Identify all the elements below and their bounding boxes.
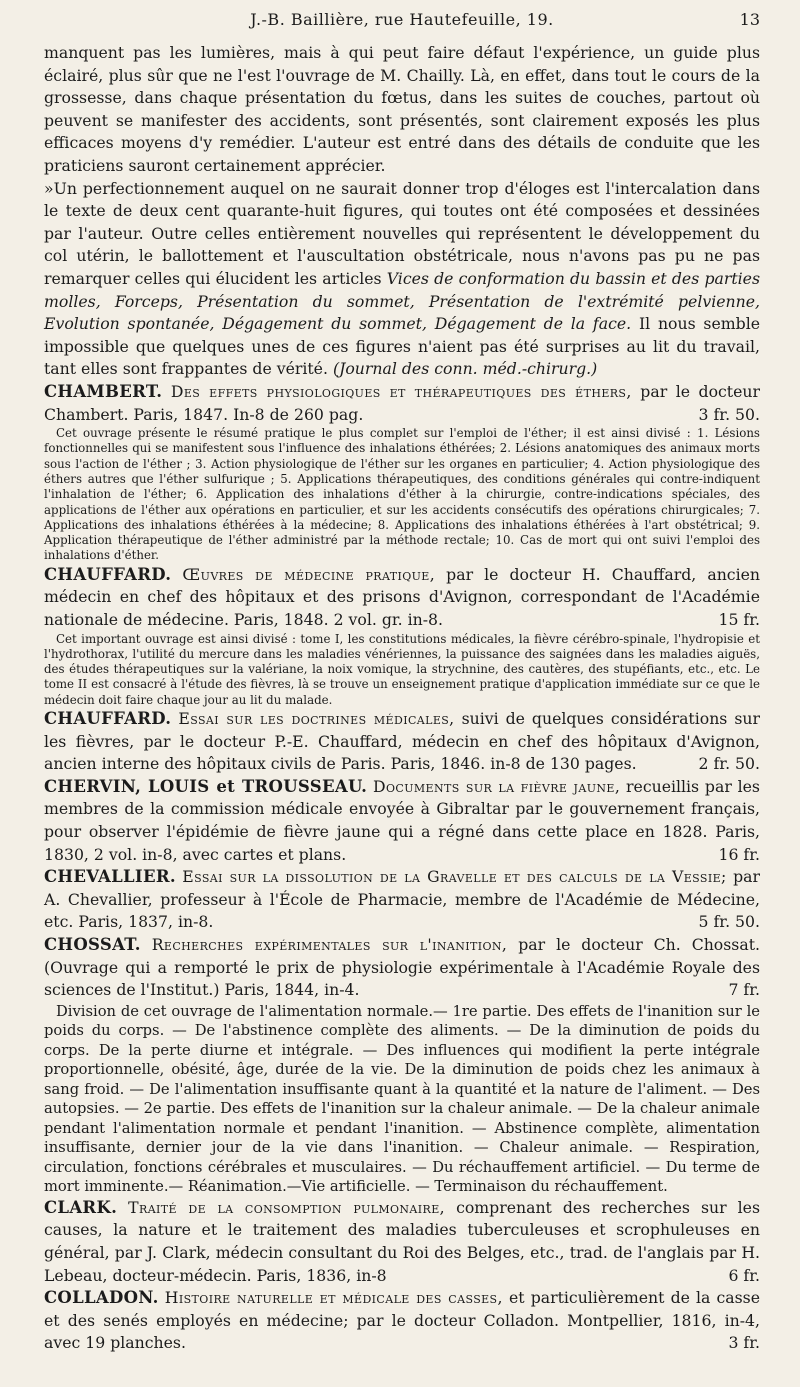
entry-author: CHAUFFARD. (44, 709, 172, 729)
entry-clark (44, 1197, 760, 1287)
entry-price: 3 fr. 50. (698, 404, 760, 424)
entry-price: 16 fr. (718, 844, 760, 864)
entry-note: Division de cet ouvrage de l'alimentation normale.— 1re partie. Des effets de l'inanition sur le poids du corps. — De l'abstinence complète des aliments. — De la diminution de poids du corps. De la perte diurne et intégrale. — Des influences qui modifient la perte intégrale proportionnelle, obésité, âge, durée de la vie. De la diminution de poids chez les animaux à sang froid. — De l'alimentation insuffisante quant à la quantité et la nature de l'aliment. — Des autopsies. — 2e partie. Des effets de l'inanition sur la chaleur animale. — De la chaleur animale pendant l'alimentation normale et pendant l'inanition. — Abstinence complète, alimentation insuffisante, dernier jour de la vie dans l'inanition. — Chaleur animale. — Respiration, circulation, fonctions cérébrales et musculaires. — Du réchauffement artificiel. — Du terme de mort imminente.— Réanimation.—Vie artificielle. — Terminaison du réchauffement. (44, 1002, 760, 1196)
page-number: 13 (739, 10, 760, 29)
entry-details: recueillis par les membres de la commission médicale envoyée à Gibraltar par le gouvernement français, pour observer l'épidémie de fièvre jaune qui a régné dans cette place en 1828. Paris, 1830, 2 vol. in-8, avec cartes et plans. (44, 776, 760, 864)
entry-title: Œuvres de médecine pratique, (182, 564, 436, 584)
entry-title: Recherches expérimentales sur l'inanition, (151, 934, 508, 954)
entry-author: CHAMBERT. (44, 381, 163, 401)
entry-details: et particulièrement de la casse et des senés employés en médecine; par le docteur Colladon. Montpellier, 1816, in-4, avec 19 planches. (44, 1288, 760, 1353)
entry-chossat (44, 934, 760, 1197)
entry-author: CHAUFFARD. (44, 564, 172, 584)
entry-colladon (44, 1287, 760, 1355)
entry-note: Cet important ouvrage est ainsi divisé : tome I, les constitutions médicales, la fièvre cérébro-spinale, l'hydropisie et l'hydrothorax, l'utilité du mercure dans les maladies vénériennes, la puissance des saignées dans les maladies aiguës, des études thérapeutiques sur la valériane, la noix vomique, la strychnine, des cautères, des stupéfiants, etc., etc. Le tome II est consacré à l'étude des fièvres, là se trouve un enseignement pratique d'application immédiate sur ce que le médecin doit faire chaque jour au lit du malade. (44, 631, 760, 707)
entry-author: CHERVIN, LOUIS et TROUSSEAU. (44, 776, 368, 796)
entry-price: 5 fr. 50. (698, 912, 760, 932)
entry-price: 6 fr. (728, 1265, 760, 1285)
entry-chervin (44, 776, 760, 866)
entry-title: Traité de la consomption pulmonaire, (128, 1197, 446, 1217)
review-paragraph-2: »Un perfectionnement auquel on ne saurait donner trop d'éloges est l'intercalation dans le texte de deux cent quarante-huit figures, qui toutes ont été composées et dessinées par l'auteur. Outre celles entièrement nouvelles qui représentent le développement du col utérin, le ballottement et l'auscultation obstétricale, nous n'avons pas pu ne pas remarquer celles qui élucident les articles Vices de conformation du bassin et des parties molles, Forceps, Présentation du sommet, Présentation de l'extrémité pelvienne, Evolution spontanée, Dégagement du sommet, Dégagement de la face. Il nous semble impossible que quelques unes de ces figures n'aient pas été surprises au lit du travail, tant elles sont frappantes de vérité. (Journal des conn. méd.-chirurg.) (44, 178, 760, 379)
chailly-review (44, 42, 760, 381)
entry-author: CHEVALLIER. (44, 867, 176, 887)
entry-title: Essai sur la dissolution de la Gravelle et des calculs de la Vessie; (182, 867, 727, 887)
entry-title: Histoire naturelle et médicale des casses, (164, 1288, 503, 1308)
publisher-header: J.-B. Baillière, rue Hautefeuille, 19. (250, 10, 554, 29)
entry-price: 2 fr. 50. (698, 754, 760, 774)
entry-details: comprenant des recherches sur les causes, la nature et le traitement des maladies tuberculeuses et scrophuleuses en général, par J. Clark, médecin consultant du Roi des Belges, etc., trad. de l'anglais par H. Lebeau, docteur-médecin. Paris, 1836, in-8 (44, 1197, 760, 1285)
entry-price: 3 fr. (728, 1333, 760, 1353)
entry-chambert (44, 381, 760, 564)
entry-author: CHOSSAT. (44, 934, 141, 954)
entry-chauffard-oeuvres (44, 564, 760, 708)
entry-details: par le docteur Chambert. Paris, 1847. In-8 de 260 pag. (44, 381, 760, 424)
entry-note: Cet ouvrage présente le résumé pratique le plus complet sur l'emploi de l'éther; il est ainsi divisé : 1. Lésions fonctionnelles qui se manifestent sous l'influence des inhalations éthérées; 2. Lésions anatomiques des animaux morts sous l'action de l'éther ; 3. Action physiologique de l'éther sur les organes en particulier; 4. Action physiologique des éthers autres que l'éther sulfurique ; 5. Applications thérapeutiques, des conditions générales qui contre-indiquent l'inhalation de l'éther; 6. Application des inhalations d'éther à la chirurgie, contre-indications spéciales, des applications de l'éther aux opérations en particulier, et sur les accidents consécutifs des opérations chirurgicales; 7. Applications des inhalations éthérées à la médecine; 8. Applications des inhalations éthérées à l'art obstétrical; 9. Application thérapeutique de l'éther administré par la méthode rectale; 10. Cas de mort qui ont suivi l'emploi des inhalations d'éther. (44, 426, 760, 563)
entry-author: CLARK. (44, 1197, 118, 1217)
running-head (44, 8, 760, 42)
entry-details: suivi de quelques considérations sur les fièvres, par le docteur P.-E. Chauffard, médecin en chef des hôpitaux d'Avignon, ancien interne des hôpitaux civils de Paris. Paris, 1846. in-8 de 130 pages. (44, 709, 760, 774)
entry-details: par le docteur H. Chauffard, ancien médecin en chef des hôpitaux et des prisons d'Avignon, correspondant de l'Académie nationale de médecine. Paris, 1848. 2 vol. gr. in-8. (44, 564, 760, 629)
entry-chevallier (44, 866, 760, 934)
entry-title: Essai sur les doctrines médicales, (178, 709, 455, 729)
entry-chauffard-essai (44, 708, 760, 776)
entry-price: 7 fr. (728, 980, 760, 1000)
entry-title: Documents sur la fièvre jaune, (373, 776, 621, 796)
entry-price: 15 fr. (718, 609, 760, 629)
review-paragraph: manquent pas les lumières, mais à qui peut faire défaut l'expérience, un guide plus éclairé, plus sûr que ne l'est l'ouvrage de M. Chailly. Là, en effet, dans tout le cours de la grossesse, dans chaque présentation du fœtus, dans les suites de couches, partout où peuvent se manifester des accidents, sont présentés, sont clairement exposés les plus efficaces moyens d'y remédier. L'auteur est entré dans des détails de conduite que les praticiens sauront certainement apprécier. (44, 43, 760, 175)
entry-details: par le docteur Ch. Chossat. (Ouvrage qui a remporté le prix de physiologie expérimentale à l'Académie Royale des sciences de l'Institut.) Paris, 1844, in-4. (44, 934, 760, 1000)
entry-details: par A. Chevallier, professeur à l'École de Pharmacie, membre de l'Académie de Médecine, etc. Paris, 1837, in-8. (44, 867, 760, 932)
entry-author: COLLADON. (44, 1288, 159, 1308)
entry-title: Des effets physiologiques et thérapeutiques des éthers, (170, 381, 632, 401)
